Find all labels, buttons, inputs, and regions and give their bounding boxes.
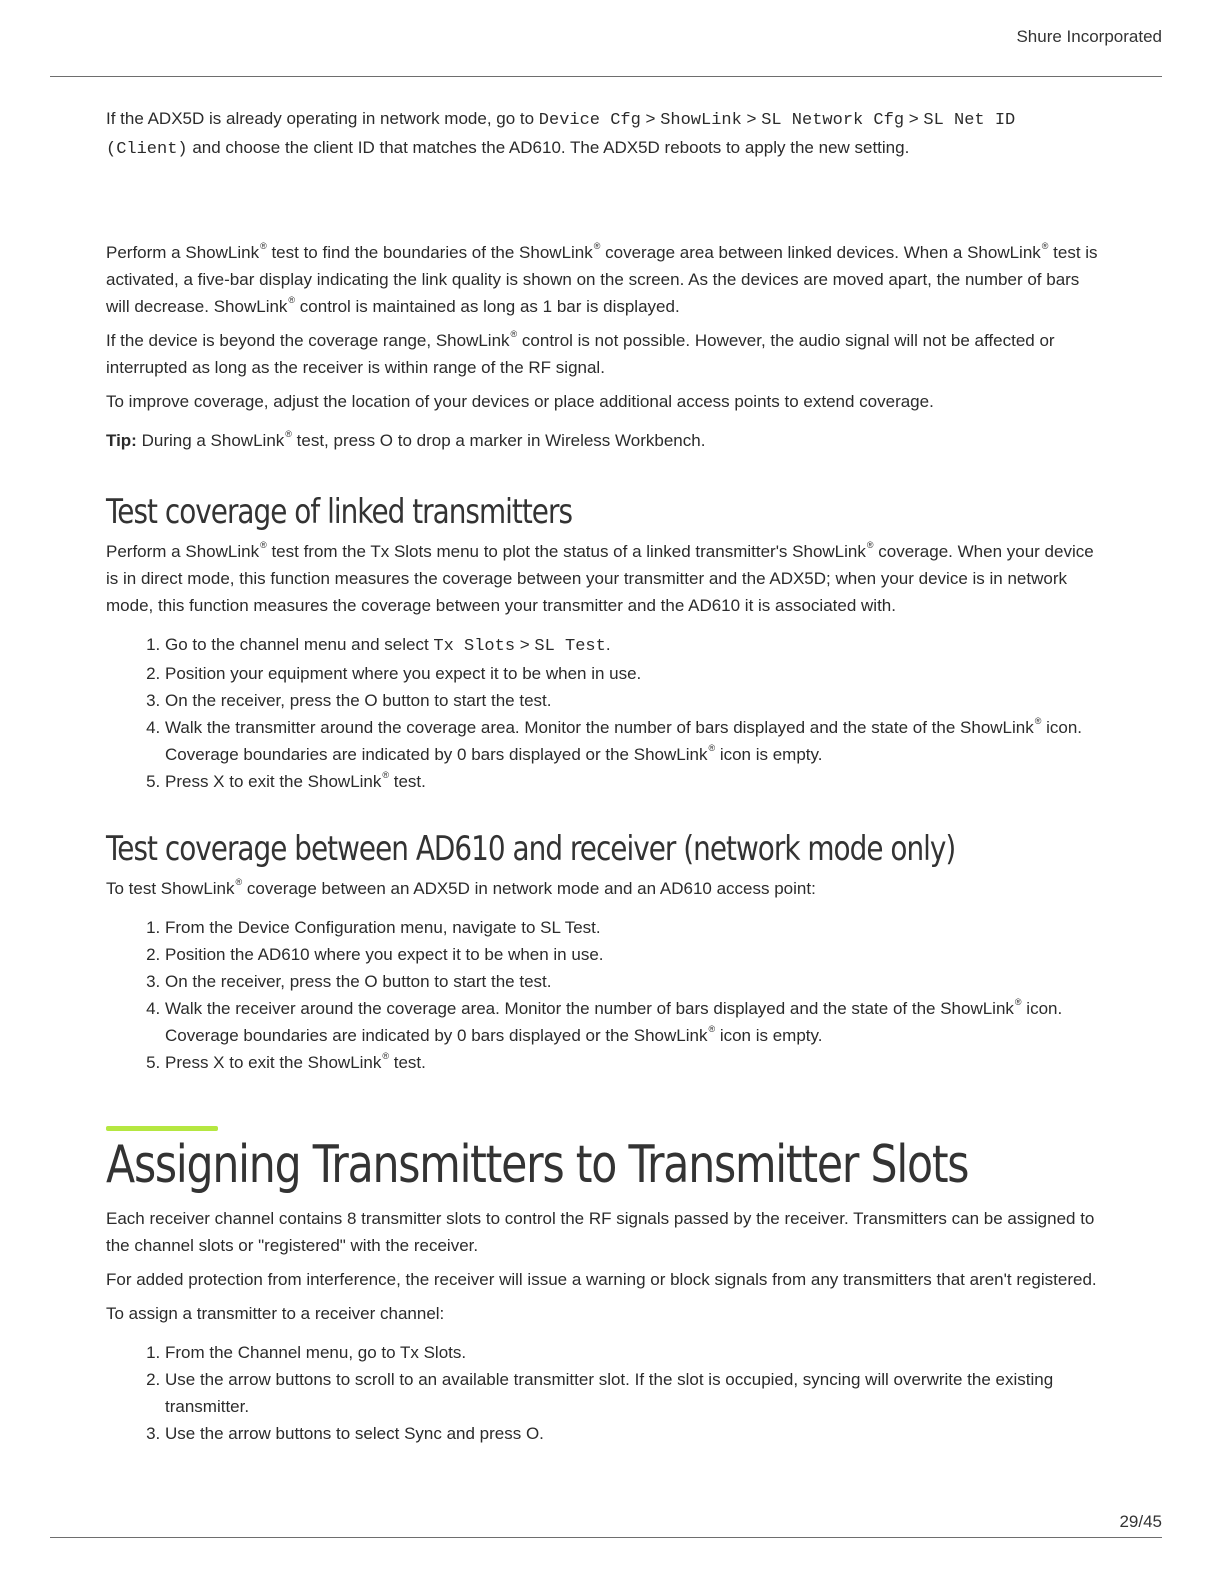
section-accent-bar bbox=[106, 1126, 218, 1131]
list-item: 2. Position the AD610 where you expect it to be when in use. bbox=[165, 941, 1106, 968]
heading-test-ad610-receiver: Test coverage between AD610 and receiver (network mode only) bbox=[106, 829, 956, 869]
tip-label: Tip: bbox=[106, 431, 137, 450]
assign-paragraph-2: For added protection from interference, the receiver will issue a warning or block signals from any transmitters that aren't registered. bbox=[106, 1270, 1097, 1289]
intro-paragraph: If the ADX5D is already operating in network mode, go to Device Cfg > ShowLink > SL Network Cfg > SL Net ID (Client) and choose the client ID that matches the AD610. The ADX5D reboots to apply the new setting. bbox=[106, 109, 1016, 159]
tx-intro-paragraph: Perform a ShowLink® test from the Tx Slots menu to plot the status of a linked transmitter's ShowLink® coverage. When your device is in direct mode, this function measures the coverage between your transmitter and the ADX5D; when your device is in network mode, this function measures the coverage between your transmitter and the AD610 it is associated with. bbox=[106, 540, 1094, 615]
ap-steps-list bbox=[106, 914, 1106, 1076]
showlink-paragraph-2: If the device is beyond the coverage range, ShowLink® control is not possible. However, the audio signal will not be affected or interrupted as long as the receiver is within range of the RF signal. bbox=[106, 329, 1055, 377]
page-number: 29/45 bbox=[1119, 1512, 1162, 1531]
menu-path-sl-net-id: SL Net ID (Client) bbox=[106, 111, 1016, 159]
list-item: 3. Use the arrow buttons to select Sync and press O. bbox=[165, 1420, 1106, 1447]
section-spacer bbox=[106, 170, 1106, 239]
list-item: 1. From the Channel menu, go to Tx Slots. bbox=[165, 1339, 1106, 1366]
list-item: 3. On the receiver, press the O button to start the test. bbox=[165, 687, 1106, 714]
list-item: 1. From the Device Configuration menu, navigate to SL Test. bbox=[165, 914, 1106, 941]
list-item: 2. Use the arrow buttons to scroll to an available transmitter slot. If the slot is occupied, syncing will overwrite the existing transmitter. bbox=[165, 1366, 1106, 1420]
document-body bbox=[106, 105, 1106, 1447]
heading-test-linked-transmitters: Test coverage of linked transmitters bbox=[106, 492, 572, 532]
list-item: 2. Position your equipment where you expect it to be when in use. bbox=[165, 660, 1106, 687]
list-item: 1. Go to the channel menu and select Tx Slots > SL Test. bbox=[165, 631, 1106, 660]
showlink-paragraph-3: To improve coverage, adjust the location of your devices or place additional access points to extend coverage. bbox=[106, 392, 934, 411]
list-item: 4. Walk the transmitter around the coverage area. Monitor the number of bars displayed and the state of the ShowLink® icon. Coverage boundaries are indicated by 0 bars displayed or the ShowLink® icon is empty. bbox=[165, 714, 1106, 768]
list-item: 4. Walk the receiver around the coverage area. Monitor the number of bars displayed and the state of the ShowLink® icon. Coverage boundaries are indicated by 0 bars displayed or the ShowLink® icon is empty. bbox=[165, 995, 1106, 1049]
page-header bbox=[50, 0, 1162, 77]
tip-note: Tip: During a ShowLink® test, press O to drop a marker in Wireless Workbench. bbox=[106, 429, 706, 450]
menu-path-showlink: ShowLink bbox=[660, 111, 742, 130]
list-item: 5. Press X to exit the ShowLink® test. bbox=[165, 1049, 1106, 1076]
assign-paragraph-3: To assign a transmitter to a receiver channel: bbox=[106, 1304, 445, 1323]
menu-path-device-cfg: Device Cfg bbox=[538, 111, 641, 130]
menu-path-sl-network-cfg: SL Network Cfg bbox=[761, 111, 905, 130]
list-item: 5. Press X to exit the ShowLink® test. bbox=[165, 768, 1106, 795]
header-company: Shure Incorporated bbox=[1016, 27, 1162, 46]
ap-intro-paragraph: To test ShowLink® coverage between an ADX5D in network mode and an AD610 access point: bbox=[106, 877, 816, 898]
showlink-paragraph-1: Perform a ShowLink® test to find the boundaries of the ShowLink® coverage area between linked devices. When a ShowLink® test is activated, a five-bar display indicating the link quality is shown on the screen. As the devices are moved apart, the number of bars will decrease. ShowLink® control is maintained as long as 1 bar is displayed. bbox=[106, 241, 1098, 316]
heading-assigning-transmitters: Assigning Transmitters to Transmitter Slots bbox=[106, 1135, 969, 1195]
assign-steps-list bbox=[106, 1339, 1106, 1447]
list-item: 3. On the receiver, press the O button to start the test. bbox=[165, 968, 1106, 995]
assign-paragraph-1: Each receiver channel contains 8 transmitter slots to control the RF signals passed by the receiver. Transmitters can be assigned to the channel slots or "registered" with the receiver. bbox=[106, 1209, 1095, 1255]
page-footer bbox=[50, 1510, 1162, 1538]
tx-steps-list bbox=[106, 631, 1106, 795]
